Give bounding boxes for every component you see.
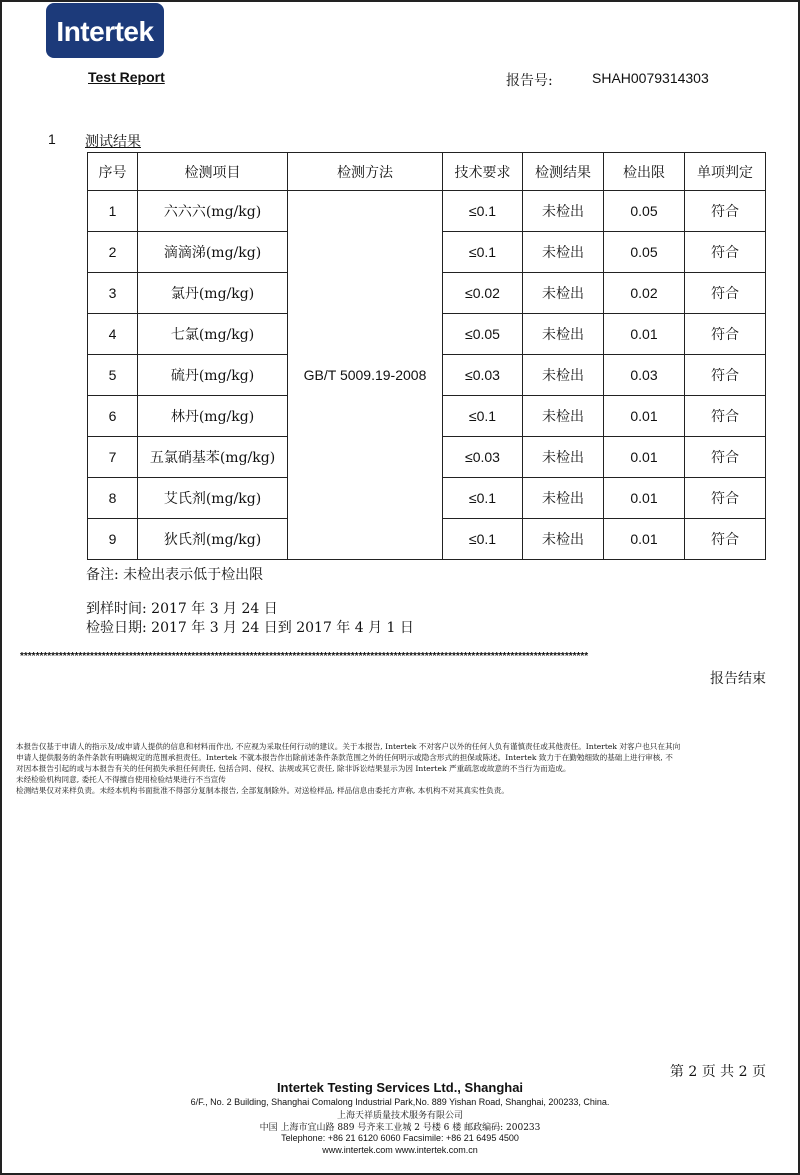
header-judgement: 单项判定 bbox=[685, 153, 766, 191]
row-judgement: 符合 bbox=[685, 437, 766, 478]
row-limit: 0.01 bbox=[604, 478, 685, 519]
header-no: 序号 bbox=[88, 153, 138, 191]
row-result: 未检出 bbox=[523, 478, 604, 519]
footer-address-en: 6/F., No. 2 Building, Shanghai Comalong Industrial Park,No. 889 Yishan Road, Shanghai, 200233, China. bbox=[190, 1097, 610, 1107]
row-requirement: ≤0.05 bbox=[443, 314, 523, 355]
footer-company: Intertek Testing Services Ltd., Shanghai bbox=[276, 1080, 524, 1095]
row-no: 5 bbox=[88, 355, 138, 396]
disclaimer bbox=[16, 741, 768, 796]
table-header-row bbox=[88, 153, 766, 191]
row-limit: 0.01 bbox=[604, 396, 685, 437]
row-judgement: 符合 bbox=[685, 519, 766, 560]
row-requirement: ≤0.1 bbox=[443, 232, 523, 273]
header-limit: 检出限 bbox=[604, 153, 685, 191]
row-result: 未检出 bbox=[523, 191, 604, 232]
row-item: 氯丹(mg/kg) bbox=[138, 273, 288, 314]
header-requirement: 技术要求 bbox=[443, 153, 523, 191]
row-result: 未检出 bbox=[523, 273, 604, 314]
row-item: 六六六(mg/kg) bbox=[138, 191, 288, 232]
header-item: 检测项目 bbox=[138, 153, 288, 191]
footer-address-cn: 中国 上海市宜山路 889 号齐来工业城 2 号楼 6 楼 邮政编码: 200233 bbox=[259, 1123, 541, 1133]
table-note: 备注: 未检出表示低于检出限 bbox=[86, 567, 264, 583]
row-item: 狄氏剂(mg/kg) bbox=[138, 519, 288, 560]
row-item: 滴滴涕(mg/kg) bbox=[138, 232, 288, 273]
row-item: 七氯(mg/kg) bbox=[138, 314, 288, 355]
footer-website: www.intertek.com www.intertek.com.cn bbox=[322, 1145, 478, 1155]
row-judgement: 符合 bbox=[685, 191, 766, 232]
row-no: 1 bbox=[88, 191, 138, 232]
report-number-label: 报告号: bbox=[506, 73, 553, 89]
results-table bbox=[87, 152, 766, 560]
footer-phone: Telephone: +86 21 6120 6060 Facsimile: +86 21 6495 4500 bbox=[281, 1133, 519, 1143]
row-judgement: 符合 bbox=[685, 314, 766, 355]
row-result: 未检出 bbox=[523, 396, 604, 437]
row-limit: 0.01 bbox=[604, 437, 685, 478]
disclaimer-line: 申请人提供服务的条件条款有明确规定的范围承担责任。Intertek 不就本报告作出除前述条件条款范围之外的任何明示或隐含形式的担保或陈述。Intertek 致力于在勤勉细致的基础上进行审核, 不 bbox=[16, 753, 673, 762]
row-result: 未检出 bbox=[523, 232, 604, 273]
row-no: 3 bbox=[88, 273, 138, 314]
test-method: GB/T 5009.19-2008 bbox=[288, 191, 443, 560]
row-no: 6 bbox=[88, 396, 138, 437]
intertek-logo bbox=[46, 3, 164, 58]
testing-date: 检验日期: 2017 年 3 月 24 日到 2017 年 4 月 1 日 bbox=[86, 620, 414, 636]
row-requirement: ≤0.02 bbox=[443, 273, 523, 314]
row-result: 未检出 bbox=[523, 355, 604, 396]
row-judgement: 符合 bbox=[685, 478, 766, 519]
row-item: 艾氏剂(mg/kg) bbox=[138, 478, 288, 519]
footer-company-cn: 上海天祥质量技术服务有限公司 bbox=[336, 1111, 463, 1121]
row-item: 林丹(mg/kg) bbox=[138, 396, 288, 437]
row-no: 2 bbox=[88, 232, 138, 273]
sampling-date: 到样时间: 2017 年 3 月 24 日 bbox=[86, 601, 278, 617]
row-judgement: 符合 bbox=[685, 355, 766, 396]
end-of-report: 报告结束 bbox=[710, 671, 766, 687]
row-limit: 0.01 bbox=[604, 314, 685, 355]
header-method: 检测方法 bbox=[288, 153, 443, 191]
row-judgement: 符合 bbox=[685, 396, 766, 437]
page-number: 第 2 页 共 2 页 bbox=[669, 1064, 766, 1080]
row-limit: 0.05 bbox=[604, 232, 685, 273]
row-result: 未检出 bbox=[523, 314, 604, 355]
row-no: 8 bbox=[88, 478, 138, 519]
row-item: 硫丹(mg/kg) bbox=[138, 355, 288, 396]
report-title: Test Report bbox=[88, 69, 165, 85]
row-requirement: ≤0.1 bbox=[443, 519, 523, 560]
row-limit: 0.05 bbox=[604, 191, 685, 232]
row-limit: 0.02 bbox=[604, 273, 685, 314]
row-result: 未检出 bbox=[523, 519, 604, 560]
separator-line: ************************************************************************************************************************************************** bbox=[20, 651, 589, 662]
row-no: 7 bbox=[88, 437, 138, 478]
row-judgement: 符合 bbox=[685, 232, 766, 273]
row-requirement: ≤0.03 bbox=[443, 437, 523, 478]
row-no: 4 bbox=[88, 314, 138, 355]
row-limit: 0.03 bbox=[604, 355, 685, 396]
row-requirement: ≤0.1 bbox=[443, 396, 523, 437]
disclaimer-line: 本报告仅基于申请人的指示及/或申请人提供的信息和材料而作出, 不应视为采取任何行动的建议。关于本报告, Intertek 不对客户以外的任何人负有谨慎责任或其他责任。Intertek 对客户也只在其向 bbox=[16, 742, 681, 751]
row-result: 未检出 bbox=[523, 437, 604, 478]
disclaimer-line: 检测结果仅对来样负责。未经本机构书面批准不得部分复制本报告, 全部复制除外。对送检样品, 样品信息由委托方声称, 本机构不对其真实性负责。 bbox=[16, 786, 509, 795]
row-item: 五氯硝基苯(mg/kg) bbox=[138, 437, 288, 478]
row-requirement: ≤0.1 bbox=[443, 478, 523, 519]
row-no: 9 bbox=[88, 519, 138, 560]
section-title: 测试结果 bbox=[85, 134, 141, 150]
table-row bbox=[88, 191, 766, 232]
row-limit: 0.01 bbox=[604, 519, 685, 560]
disclaimer-line: 对因本报告引起的或与本报告有关的任何损失承担任何责任, 包括合同、侵权、法规或其它责任, 除非诉讼结果显示为因 Intertek 严重疏忽或故意的不当行为而造成。 bbox=[16, 764, 571, 773]
row-requirement: ≤0.03 bbox=[443, 355, 523, 396]
section-number: 1 bbox=[48, 131, 56, 147]
report-number: SHAH0079314303 bbox=[592, 70, 709, 86]
row-judgement: 符合 bbox=[685, 273, 766, 314]
row-requirement: ≤0.1 bbox=[443, 191, 523, 232]
logo-text: Intertek bbox=[56, 16, 154, 47]
header-result: 检测结果 bbox=[523, 153, 604, 191]
disclaimer-line: 未经检验机构同意, 委托人不得擅自使用检验结果进行不当宣传 bbox=[16, 775, 226, 784]
